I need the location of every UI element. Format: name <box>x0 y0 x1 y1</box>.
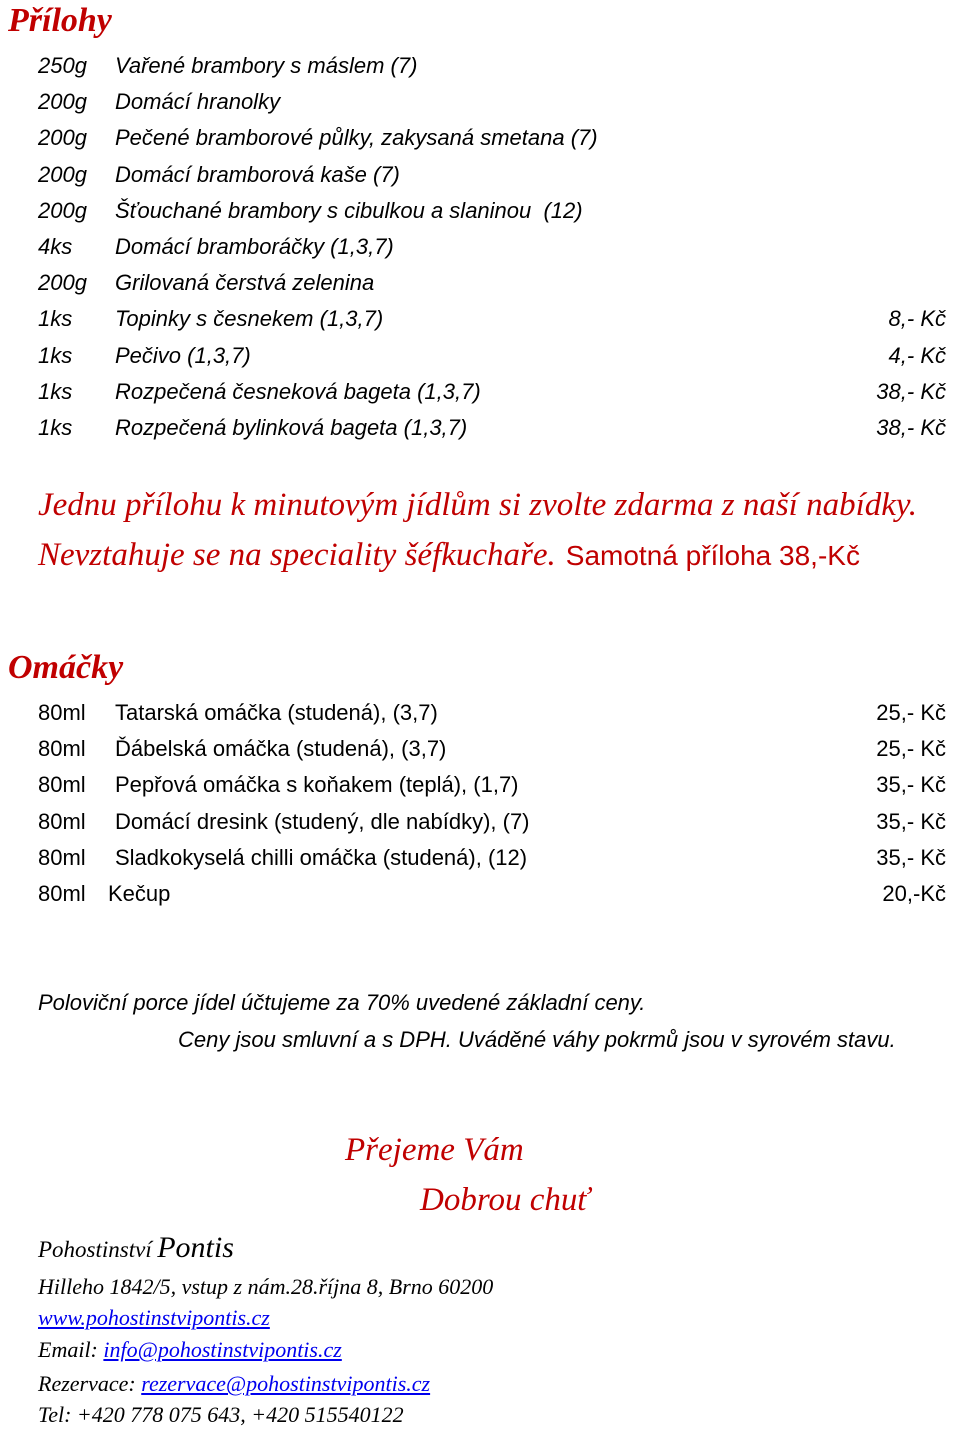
side-item-name: Grilovaná čerstvá zelenina <box>115 270 375 296</box>
sides-list <box>0 48 960 446</box>
side-item-quantity: 200g <box>38 125 87 151</box>
side-item-name: Rozpečená bylinková bageta (1,3,7) <box>115 414 468 440</box>
website-link[interactable]: www.pohostinstvipontis.cz <box>38 1305 270 1330</box>
sauce-item-quantity: 80ml <box>38 808 86 834</box>
side-item-quantity: 200g <box>38 161 87 187</box>
sauces-heading: Omáčky <box>8 649 124 686</box>
side-item-quantity: 1ks <box>38 414 73 440</box>
side-item-name: Rozpečená česneková bageta (1,3,7) <box>115 378 481 404</box>
side-item-quantity: 200g <box>38 270 87 296</box>
side-item <box>0 193 960 229</box>
side-item <box>0 229 960 265</box>
sauce-item <box>0 731 960 767</box>
sauce-item-name: Sladkokyselá chilli omáčka (studená), (12) <box>115 844 528 870</box>
sauce-item-price: 35,- Kč <box>876 844 946 870</box>
greeting-line1: Přejeme Vám <box>345 1132 524 1168</box>
side-item-name: Pečivo (1,3,7) <box>115 342 251 368</box>
side-item <box>0 374 960 410</box>
sauce-item <box>0 840 960 876</box>
side-item <box>0 48 960 84</box>
side-item <box>0 157 960 193</box>
side-item <box>0 120 960 156</box>
side-item-name: Vařené brambory s máslem (7) <box>115 53 418 78</box>
phone-line: Tel: +420 778 075 643, +420 515540122 <box>38 1402 404 1427</box>
reservation-line <box>38 1369 430 1399</box>
side-item <box>0 84 960 120</box>
side-item-quantity: 4ks <box>38 233 73 259</box>
sauce-item-price: 20,-Kč <box>882 880 946 906</box>
side-note-line2 <box>38 534 860 577</box>
sauce-item <box>0 876 960 912</box>
sauce-item-price: 25,- Kč <box>876 700 946 725</box>
sauce-item <box>0 695 960 731</box>
sauce-item-quantity: 80ml <box>38 700 86 725</box>
sauce-item-price: 25,- Kč <box>876 736 946 762</box>
side-item-price: 4,- Kč <box>888 342 946 368</box>
side-item-price: 38,- Kč <box>876 378 946 404</box>
sides-heading: Přílohy <box>8 2 112 39</box>
side-item-name: Pečené bramborové půlky, zakysaná smetana (7) <box>115 125 598 151</box>
side-item-quantity: 1ks <box>38 342 73 368</box>
sauce-item-quantity: 80ml <box>38 880 86 906</box>
side-item <box>0 265 960 301</box>
side-item-quantity: 1ks <box>38 378 73 404</box>
side-item-price: 8,- Kč <box>888 306 946 332</box>
sauce-item-name: Kečup <box>108 880 171 906</box>
side-note-line1: Jednu přílohu k minutovým jídlům si zvolte zdarma z naší nabídky. <box>38 487 917 523</box>
sauce-item-price: 35,- Kč <box>876 772 946 798</box>
side-item <box>0 338 960 374</box>
side-item-name: Topinky s česnekem (1,3,7) <box>115 306 384 332</box>
side-item-name: Šťouchané brambory s cibulkou a slaninou (12) <box>115 197 583 223</box>
side-item-quantity: 200g <box>38 89 87 115</box>
website-line <box>38 1303 270 1333</box>
side-item-quantity: 250g <box>38 53 87 78</box>
half-portion-note: Poloviční porce jídel účtujeme za 70% uvedené základní ceny. <box>38 990 646 1015</box>
side-item-price: 38,- Kč <box>876 414 946 440</box>
prices-info-note: Ceny jsou smluvní a s DPH. Uváděné váhy pokrmů jsou v syrovém stavu. <box>178 1027 896 1052</box>
side-item <box>0 301 960 337</box>
sauce-item-price: 35,- Kč <box>876 808 946 834</box>
email-label: Email: <box>38 1337 98 1362</box>
email-link[interactable]: info@pohostinstvipontis.cz <box>103 1337 342 1362</box>
side-item-name: Domácí bramborová kaše (7) <box>115 161 400 187</box>
reservation-email-link[interactable]: rezervace@pohostinstvipontis.cz <box>141 1371 431 1396</box>
sauce-item-name: Pepřová omáčka s koňakem (teplá), (1,7) <box>115 772 519 798</box>
sauces-list <box>0 695 960 912</box>
side-item-quantity: 200g <box>38 197 87 223</box>
business-name-prefix: Pohostinství <box>38 1237 152 1262</box>
sauce-item-quantity: 80ml <box>38 736 86 762</box>
sauce-item <box>0 767 960 803</box>
side-item <box>0 410 960 446</box>
side-item-name: Domácí hranolky <box>115 89 281 115</box>
sauce-item-name: Domácí dresink (studený, dle nabídky), (7) <box>115 808 530 834</box>
sauce-item-name: Tatarská omáčka (studená), (3,7) <box>115 700 438 725</box>
business-name-main: Pontis <box>157 1231 234 1264</box>
sauce-item-quantity: 80ml <box>38 772 86 798</box>
reservation-label: Rezervace: <box>38 1371 136 1396</box>
address: Hilleho 1842/5, vstup z nám.28.října 8, Brno 60200 <box>38 1274 494 1299</box>
side-item-name: Domácí bramboráčky (1,3,7) <box>115 233 394 259</box>
greeting-line2: Dobrou chuť <box>420 1182 590 1218</box>
email-line <box>38 1335 342 1365</box>
business-name <box>38 1230 234 1268</box>
side-item-quantity: 1ks <box>38 306 73 332</box>
side-note-standalone-price: Samotná příloha 38,-Kč <box>565 540 860 571</box>
side-note-exclusion: Nevztahuje se na speciality šéfkuchaře. <box>38 537 556 573</box>
sauce-item <box>0 804 960 840</box>
sauce-item-quantity: 80ml <box>38 844 86 870</box>
sauce-item-name: Ďábelská omáčka (studená), (3,7) <box>115 736 447 762</box>
